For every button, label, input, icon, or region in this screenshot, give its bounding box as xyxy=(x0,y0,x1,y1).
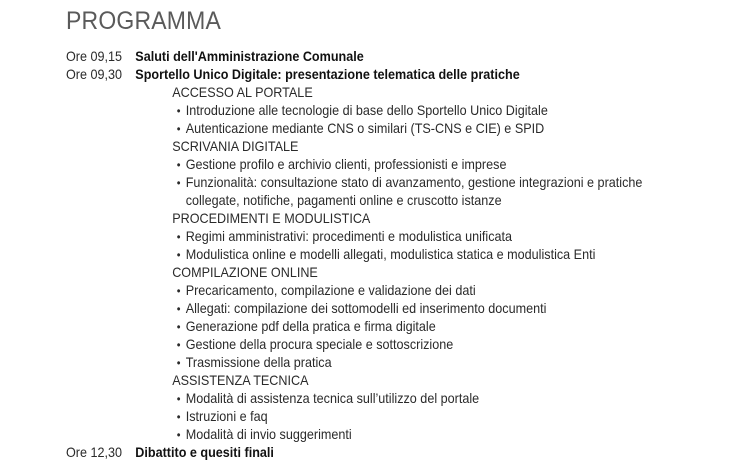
list-item-text: Trasmissione della pratica xyxy=(185,354,332,370)
list-item xyxy=(66,119,669,137)
bullet-icon: • xyxy=(176,248,181,262)
slot-title: Dibattito e quesiti finali xyxy=(135,444,274,460)
list-item xyxy=(66,245,669,263)
section-heading-scrivania: SCRIVANIA DIGITALE xyxy=(172,138,299,154)
list-item-text: Allegati: compilazione dei sottomodelli ed inserimento documenti xyxy=(185,300,547,316)
list-item xyxy=(66,425,669,443)
list-item-text: Introduzione alle tecnologie di base dello Sportello Unico Digitale xyxy=(185,102,548,118)
list-item-text: Gestione della procura speciale e sottoscrizione xyxy=(185,336,454,352)
list-item xyxy=(66,353,669,371)
programme-slot xyxy=(66,65,669,83)
list-item-text: Gestione profilo e archivio clienti, professionisti e imprese xyxy=(185,156,507,172)
bullet-icon: • xyxy=(176,338,181,352)
section-heading-procedimenti: PROCEDIMENTI E MODULISTICA xyxy=(172,210,371,226)
list-item-text: Istruzioni e faq xyxy=(185,408,268,424)
list-item-text: Funzionalità: consultazione stato di avanzamento, gestione integrazioni e pratiche xyxy=(185,174,643,190)
slot-time: Ore 12,30 xyxy=(66,444,123,460)
bullet-icon: • xyxy=(176,428,181,442)
page-title: PROGRAMMA xyxy=(66,7,222,35)
bullet-icon: • xyxy=(176,320,181,334)
bullet-icon: • xyxy=(176,230,181,244)
bullet-icon: • xyxy=(176,392,181,406)
programme-list xyxy=(66,47,736,461)
list-item-continuation: collegate, notifiche, pagamenti online e cruscotto istanze xyxy=(185,192,502,208)
list-item xyxy=(66,299,669,317)
bullet-icon: • xyxy=(176,176,181,190)
bullet-icon: • xyxy=(176,158,181,172)
list-item xyxy=(66,155,669,173)
list-item-text: Modulistica online e modelli allegati, modulistica statica e modulistica Enti xyxy=(185,246,596,262)
section-heading-compilazione: COMPILAZIONE ONLINE xyxy=(172,264,318,280)
slot-time: Ore 09,15 xyxy=(66,48,123,64)
list-item xyxy=(66,227,669,245)
list-item-text: Precaricamento, compilazione e validazione dei dati xyxy=(185,282,476,298)
bullet-icon: • xyxy=(176,356,181,370)
bullet-icon: • xyxy=(176,122,181,136)
list-item xyxy=(66,281,669,299)
slot-title: Saluti dell'Amministrazione Comunale xyxy=(135,48,364,64)
bullet-icon: • xyxy=(176,410,181,424)
slot-title: Sportello Unico Digitale: presentazione telematica delle pratiche xyxy=(135,66,520,82)
programme-slot xyxy=(66,47,669,65)
list-item-text: Autenticazione mediante CNS o similari (TS-CNS e CIE) e SPID xyxy=(185,120,545,136)
list-item xyxy=(66,389,669,407)
list-item-text: Generazione pdf della pratica e firma digitale xyxy=(185,318,436,334)
section-heading-assistenza: ASSISTENZA TECNICA xyxy=(172,372,309,388)
list-item xyxy=(66,317,669,335)
list-item-text: Modalità di assistenza tecnica sull’utilizzo del portale xyxy=(185,390,480,406)
programme-slot xyxy=(66,443,669,461)
section-heading-accesso: ACCESSO AL PORTALE xyxy=(172,84,313,100)
slot-time: Ore 09,30 xyxy=(66,66,123,82)
list-item xyxy=(66,335,669,353)
bullet-icon: • xyxy=(176,302,181,316)
list-item xyxy=(66,101,669,119)
list-item-text: Regimi amministrativi: procedimenti e modulistica unificata xyxy=(185,228,513,244)
bullet-icon: • xyxy=(176,284,181,298)
list-item xyxy=(66,173,669,191)
list-item xyxy=(66,407,669,425)
bullet-icon: • xyxy=(176,104,181,118)
list-item-text: Modalità di invio suggerimenti xyxy=(185,426,352,442)
